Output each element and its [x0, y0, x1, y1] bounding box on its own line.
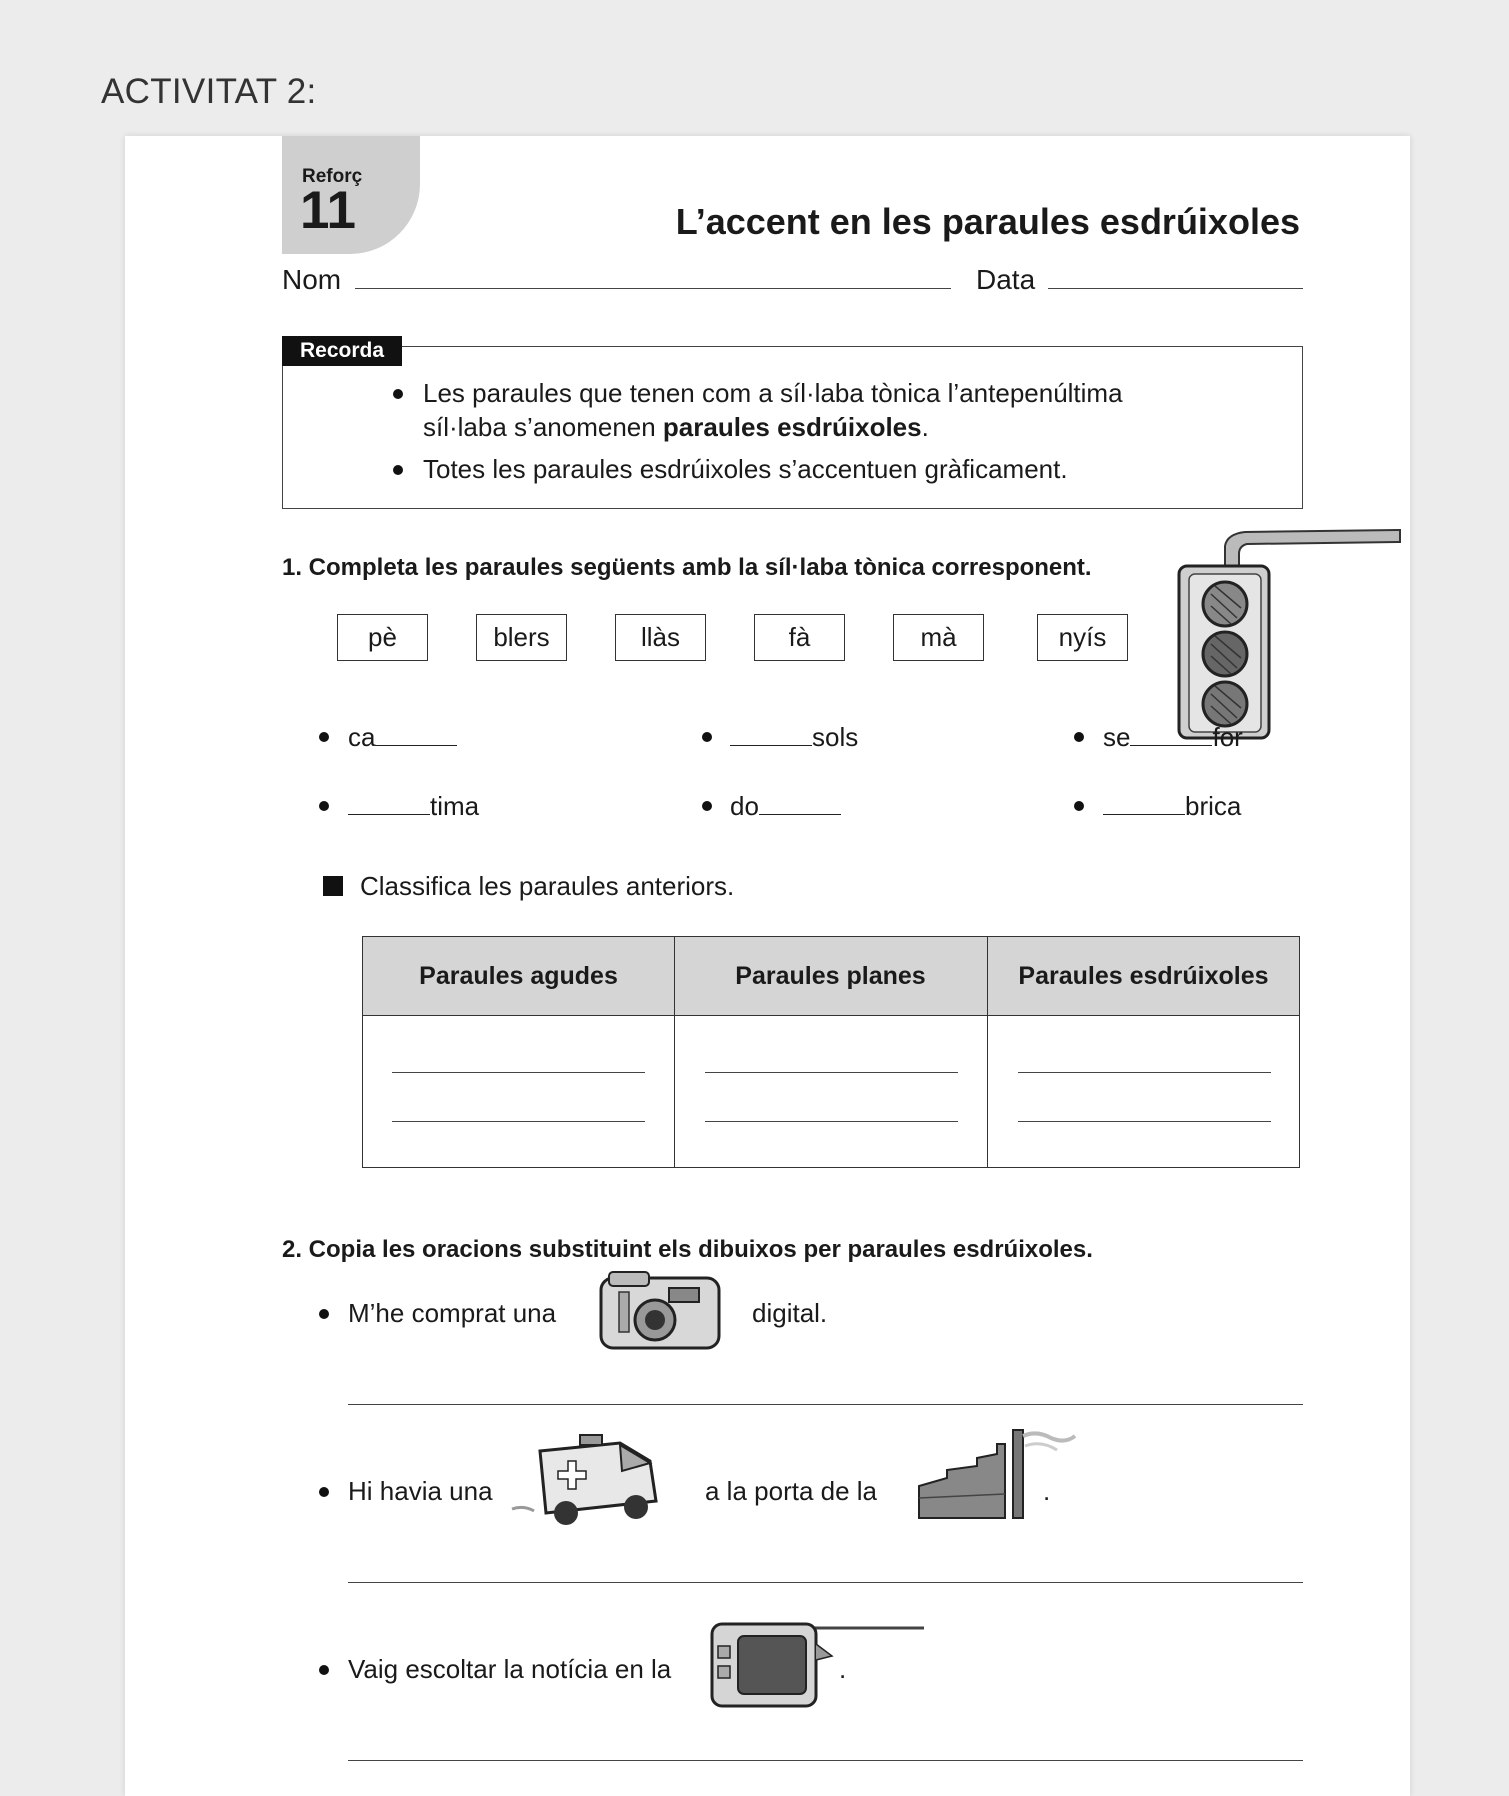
answer-line[interactable] [392, 1072, 645, 1073]
square-bullet-icon [323, 876, 343, 896]
answer-line[interactable] [348, 1404, 1303, 1405]
word-blank[interactable] [759, 793, 841, 815]
classify-instruction: Classifica les paraules anteriors. [360, 871, 735, 901]
bullet-dot [319, 801, 329, 811]
bullet-dot [319, 1309, 329, 1319]
bullet-dot [319, 732, 329, 742]
answer-line[interactable] [348, 1760, 1303, 1761]
word-item: ca [348, 722, 457, 753]
answer-line[interactable] [348, 1582, 1303, 1583]
badge-label: Reforç [302, 166, 363, 187]
answer-line[interactable] [705, 1072, 958, 1073]
word-item: se for [1103, 722, 1243, 752]
sentence-2-middle: a la porta de la [705, 1476, 878, 1506]
word-blank[interactable] [348, 793, 430, 815]
syllable-box: mà [893, 614, 984, 661]
column-divider [674, 937, 675, 1167]
activity-title: ACTIVITAT 2: [101, 72, 317, 111]
syllable-box: pè [337, 614, 428, 661]
word-item: do [730, 791, 841, 822]
syllable-box: nyís [1037, 614, 1128, 661]
ambulance-icon [510, 1431, 670, 1531]
recorda-bullet-1-line1: Les paraules que tenen com a síl·laba tònica l’antepenúltima [423, 378, 1123, 408]
radio-icon [708, 1620, 926, 1712]
sentence-2-start: Hi havia una [348, 1476, 493, 1506]
word-item: tima [348, 791, 479, 822]
exercise-1-title: 1. Completa les paraules següents amb la síl·laba tònica corresponent. [282, 554, 1092, 581]
worksheet-page [125, 136, 1410, 1796]
page-title: L’accent en les paraules esdrúixoles [675, 201, 1300, 242]
answer-line[interactable] [392, 1121, 645, 1122]
badge-number: 11 [300, 181, 357, 240]
word-blank[interactable] [1130, 724, 1212, 746]
exercise-2-title: 2. Copia les oracions substituint els dibuixos per paraules esdrúixoles. [282, 1236, 1093, 1263]
column-divider [987, 937, 988, 1167]
sentence-3-start: Vaig escoltar la notícia en la [348, 1654, 672, 1684]
factory-icon [917, 1428, 1087, 1520]
bullet-dot [702, 732, 712, 742]
word-item: brica [1103, 791, 1241, 822]
syllable-box: llàs [615, 614, 706, 661]
table-header-esdruixoles: Paraules esdrúixoles [1018, 962, 1269, 990]
bullet-dot [1074, 801, 1084, 811]
sentence-1-start: M’he comprat una [348, 1298, 557, 1328]
bullet-dot [702, 801, 712, 811]
table-header-planes: Paraules planes [735, 962, 926, 990]
bullet-dot [1074, 732, 1084, 742]
word-item: sols [730, 722, 858, 753]
word-blank[interactable] [730, 724, 812, 746]
word-blank[interactable] [375, 724, 457, 746]
syllable-box: fà [754, 614, 845, 661]
word-blank[interactable] [1103, 793, 1185, 815]
sentence-2-end: . [1043, 1476, 1051, 1506]
bullet-dot [393, 465, 403, 475]
recorda-bullet-2: Totes les paraules esdrúixoles s’accentuen gràficament. [423, 454, 1068, 484]
bullet-dot [319, 1665, 329, 1675]
recorda-bullet-1-line2: síl·laba s’anomenen paraules esdrúixoles. [423, 412, 929, 442]
sentence-3-end: . [839, 1654, 847, 1684]
recorda-tab: Recorda [282, 336, 402, 366]
sentence-1-end: digital. [752, 1298, 828, 1328]
syllable-box: blers [476, 614, 567, 661]
name-label: Nom [282, 264, 342, 295]
classification-table [362, 936, 1300, 1168]
answer-line[interactable] [705, 1121, 958, 1122]
camera-icon [597, 1268, 725, 1354]
answer-line[interactable] [1018, 1072, 1271, 1073]
name-field[interactable] [355, 288, 951, 289]
bullet-dot [319, 1487, 329, 1497]
answer-line[interactable] [1018, 1121, 1271, 1122]
date-label: Data [976, 264, 1036, 295]
bullet-dot [393, 389, 403, 399]
table-header-agudes: Paraules agudes [419, 962, 618, 990]
date-field[interactable] [1048, 288, 1303, 289]
